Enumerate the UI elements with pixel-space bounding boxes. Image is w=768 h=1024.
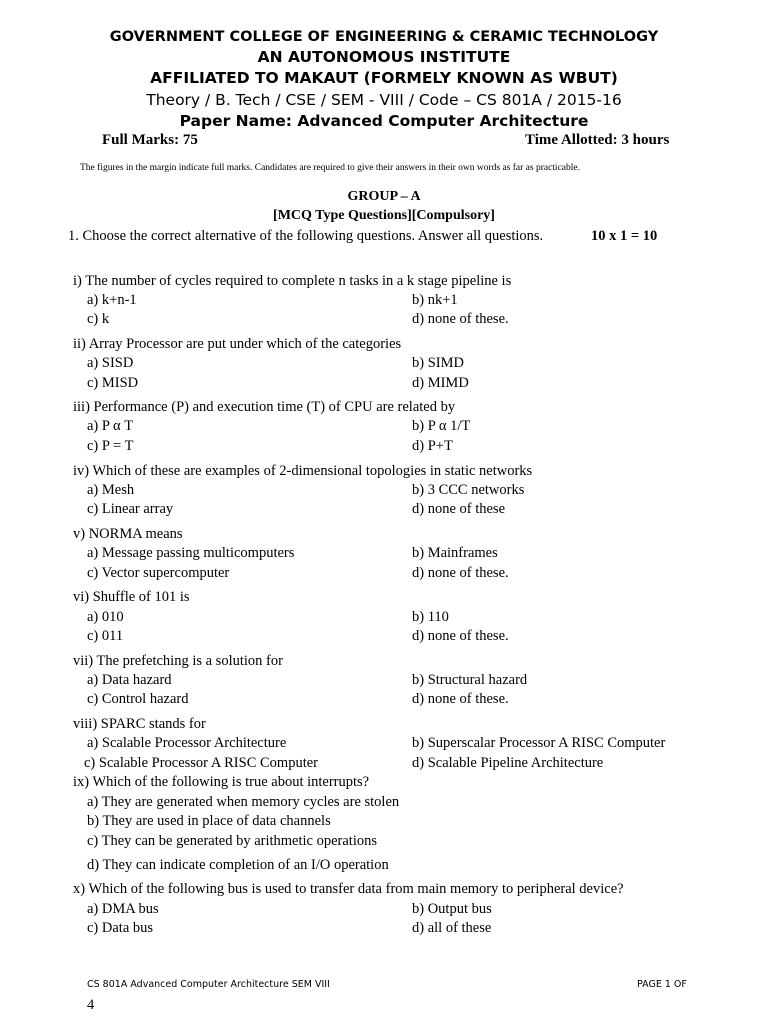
time-allotted: Time Allotted: 3 hours bbox=[525, 132, 670, 148]
option-c: c) k bbox=[87, 311, 110, 327]
question-text: vi) Shuffle of 101 is bbox=[73, 589, 190, 605]
college-name: GOVERNMENT COLLEGE OF ENGINEERING & CERAMIC TECHNOLOGY bbox=[109, 29, 659, 45]
option-b: b) Superscalar Processor A RISC Computer bbox=[412, 735, 666, 751]
option-b: b) Output bus bbox=[412, 901, 492, 917]
option-b: b) P α 1/T bbox=[412, 418, 471, 434]
option-a: a) Scalable Processor Architecture bbox=[87, 735, 287, 751]
option-c: c) Vector supercomputer bbox=[87, 565, 230, 581]
footer-page-total: 4 bbox=[87, 997, 95, 1013]
option-d: d) none of these bbox=[412, 501, 506, 517]
option-d: d) P+T bbox=[412, 438, 453, 454]
option-c: c) Control hazard bbox=[87, 691, 189, 707]
option-a: a) DMA bus bbox=[87, 901, 159, 917]
question-text: i) The number of cycles required to complete n tasks in a k stage pipeline is bbox=[73, 273, 512, 289]
option-c: c) Scalable Processor A RISC Computer bbox=[84, 755, 318, 771]
option-b: b) They are used in place of data channels bbox=[87, 813, 331, 829]
question-text: viii) SPARC stands for bbox=[73, 716, 206, 732]
option-b: b) 3 CCC networks bbox=[412, 482, 525, 498]
option-d: d) none of these. bbox=[412, 565, 509, 581]
question-marks: 10 x 1 = 10 bbox=[591, 228, 658, 244]
option-c: c) MISD bbox=[87, 375, 139, 391]
question-text: ii) Array Processor are put under which of the categories bbox=[73, 336, 402, 352]
full-marks: Full Marks: 75 bbox=[102, 132, 198, 148]
question-text: x) Which of the following bus is used to transfer data from main memory to peripheral device? bbox=[73, 881, 624, 897]
option-c: c) Linear array bbox=[87, 501, 174, 517]
option-d: d) none of these. bbox=[412, 311, 509, 327]
option-a: a) Message passing multicomputers bbox=[87, 545, 295, 561]
option-d: d) MIMD bbox=[412, 375, 469, 391]
course-line: Theory / B. Tech / CSE / SEM - VIII / Code – CS 801A / 2015-16 bbox=[146, 91, 622, 109]
question-text: ix) Which of the following is true about interrupts? bbox=[73, 774, 370, 790]
option-a: a) P α T bbox=[87, 418, 134, 434]
option-c: c) They can be generated by arithmetic operations bbox=[87, 833, 378, 849]
option-a: a) They are generated when memory cycles are stolen bbox=[87, 794, 400, 810]
option-b: b) Structural hazard bbox=[412, 672, 528, 688]
option-b: b) SIMD bbox=[412, 355, 464, 371]
question-instruction: 1. Choose the correct alternative of the following questions. Answer all questions. bbox=[68, 228, 544, 244]
affiliation-line: AFFILIATED TO MAKAUT (FORMELY KNOWN AS WBUT) bbox=[150, 69, 618, 87]
question-text: iv) Which of these are examples of 2-dimensional topologies in static networks bbox=[73, 463, 533, 479]
option-b: b) Mainframes bbox=[412, 545, 498, 561]
question-text: vii) The prefetching is a solution for bbox=[73, 653, 283, 669]
instructions-note: The figures in the margin indicate full marks. Candidates are required to give their answers in their own words as far as practicable. bbox=[80, 163, 580, 173]
option-a: a) Data hazard bbox=[87, 672, 172, 688]
option-c: c) Data bus bbox=[87, 920, 154, 936]
option-c: c) P = T bbox=[87, 438, 134, 454]
option-a: a) Mesh bbox=[87, 482, 135, 498]
option-b: b) nk+1 bbox=[412, 292, 458, 308]
option-d: d) none of these. bbox=[412, 691, 509, 707]
group-title: GROUP – A bbox=[347, 189, 421, 204]
question-text: v) NORMA means bbox=[73, 526, 183, 542]
option-d: d) Scalable Pipeline Architecture bbox=[412, 755, 604, 771]
group-subtitle: [MCQ Type Questions][Compulsory] bbox=[273, 208, 495, 223]
footer-left: CS 801A Advanced Computer Architecture SEM VIII bbox=[87, 979, 330, 990]
option-d: d) all of these bbox=[412, 920, 492, 936]
footer-page: PAGE 1 OF bbox=[637, 979, 687, 990]
option-c: c) 011 bbox=[87, 628, 124, 644]
paper-name: Paper Name: Advanced Computer Architecture bbox=[179, 112, 589, 130]
autonomous-line: AN AUTONOMOUS INSTITUTE bbox=[257, 48, 511, 66]
option-d: d) none of these. bbox=[412, 628, 509, 644]
question-text: iii) Performance (P) and execution time (T) of CPU are related by bbox=[73, 399, 456, 415]
option-a: a) k+n-1 bbox=[87, 292, 137, 308]
option-a: a) SISD bbox=[87, 355, 134, 371]
option-a: a) 010 bbox=[87, 609, 124, 625]
option-d: d) They can indicate completion of an I/O operation bbox=[87, 857, 389, 873]
option-b: b) 110 bbox=[412, 609, 449, 625]
